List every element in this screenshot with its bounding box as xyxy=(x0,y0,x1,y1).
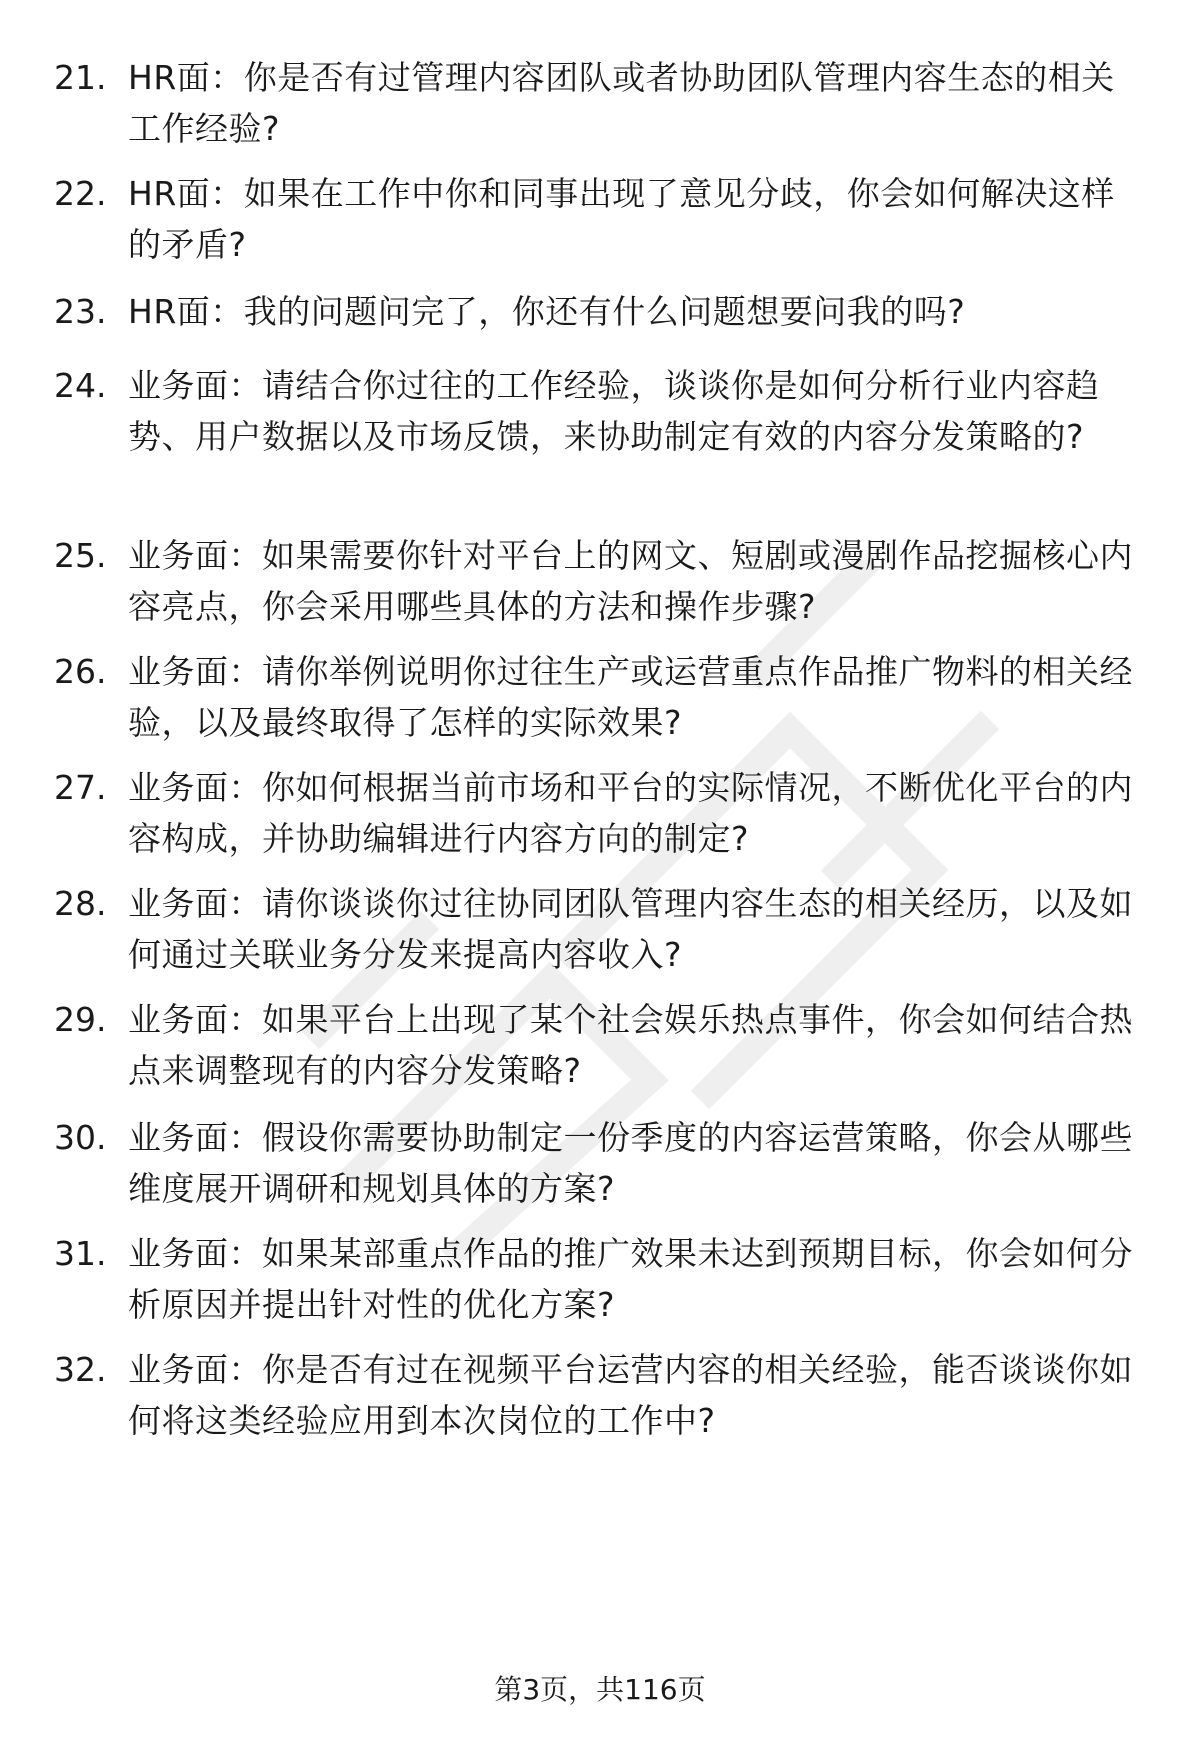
question-text: HR面：你是否有过管理内容团队或者协助团队管理内容生态的相关工作经验? xyxy=(128,58,1115,148)
question-number: 31. xyxy=(54,1234,107,1273)
question-number: 24. xyxy=(54,366,107,405)
question-text: 业务面：如果某部重点作品的推广效果未达到预期目标，你会如何分析原因并提出针对性的优化方案? xyxy=(128,1234,1133,1324)
question-text: 业务面：假设你需要协助制定一份季度的内容运营策略，你会从哪些维度展开调研和规划具体的方案? xyxy=(128,1118,1133,1208)
question-text: 业务面：请你举例说明你过往生产或运营重点作品推广物料的相关经验，以及最终取得了怎样的实际效果? xyxy=(128,652,1133,742)
question-text: HR面：我的问题问完了，你还有什么问题想要问我的吗? xyxy=(128,292,966,331)
page-footer: 第3页，共116页 xyxy=(494,1673,706,1706)
question-text: 业务面：你是否有过在视频平台运营内容的相关经验，能否谈谈你如何将这类经验应用到本次岗位的工作中? xyxy=(128,1350,1133,1440)
question-text: HR面：如果在工作中你和同事出现了意见分歧，你会如何解决这样的矛盾? xyxy=(128,174,1115,264)
question-text: 业务面：请结合你过往的工作经验，谈谈你是如何分析行业内容趋势、用户数据以及市场反馈，来协助制定有效的内容分发策略的? xyxy=(128,366,1100,456)
question-number: 29. xyxy=(54,1000,107,1039)
question-text: 业务面：如果平台上出现了某个社会娱乐热点事件，你会如何结合热点来调整现有的内容分发策略? xyxy=(128,1000,1133,1090)
question-text: 业务面：如果需要你针对平台上的网文、短剧或漫剧作品挖掘核心内容亮点，你会采用哪些具体的方法和操作步骤? xyxy=(128,536,1133,626)
question-number: 26. xyxy=(54,652,107,691)
question-number: 27. xyxy=(54,768,107,807)
question-number: 21. xyxy=(54,58,107,97)
question-number: 32. xyxy=(54,1350,107,1389)
question-number: 28. xyxy=(54,884,107,923)
question-number: 30. xyxy=(54,1118,107,1157)
question-text: 业务面：请你谈谈你过往协同团队管理内容生态的相关经历，以及如何通过关联业务分发来提高内容收入? xyxy=(128,884,1133,974)
question-text: 业务面：你如何根据当前市场和平台的实际情况，不断优化平台的内容构成，并协助编辑进行内容方向的制定? xyxy=(128,768,1133,858)
question-number: 25. xyxy=(54,536,107,575)
question-number: 23. xyxy=(54,292,107,331)
question-number: 22. xyxy=(54,174,107,213)
